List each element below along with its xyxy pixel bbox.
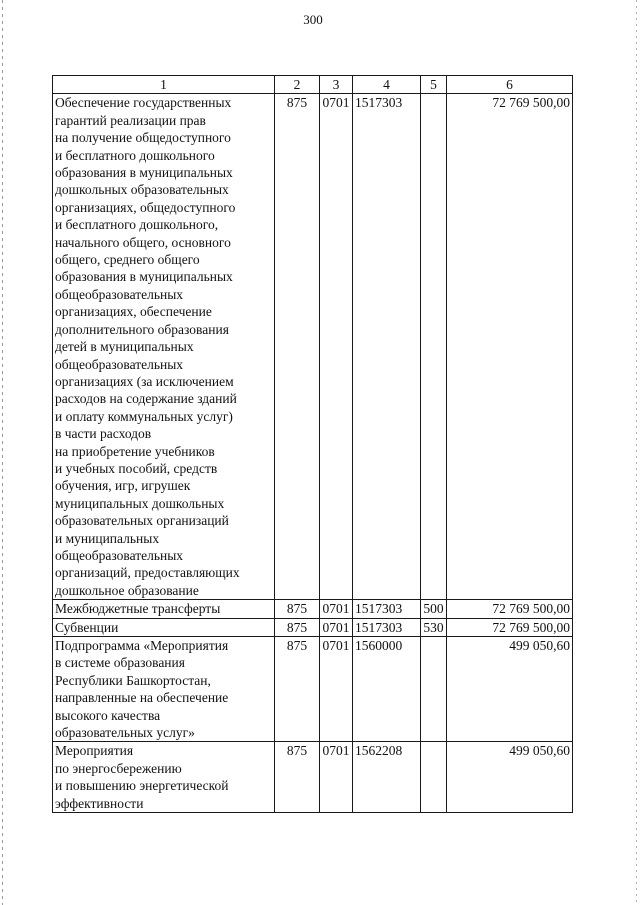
header-col-3: 3	[320, 76, 353, 94]
row-expense-type: 500	[421, 600, 447, 618]
table-row	[53, 637, 573, 742]
row-target-article: 1560000	[353, 637, 421, 742]
scan-edge-right	[636, 0, 637, 905]
row-target-article: 1517303	[353, 600, 421, 618]
page-number: 300	[303, 12, 323, 27]
table-row	[53, 618, 573, 636]
row-section-code: 0701	[320, 742, 353, 813]
table-row	[53, 94, 573, 600]
table-row	[53, 600, 573, 618]
row-amount: 72 769 500,00	[447, 600, 573, 618]
header-col-2: 2	[275, 76, 320, 94]
row-expense-type	[421, 94, 447, 600]
row-expense-type	[421, 742, 447, 813]
row-target-article: 1562208	[353, 742, 421, 813]
row-target-article: 1517303	[353, 618, 421, 636]
row-name: Субвенции	[53, 618, 275, 636]
row-ministry-code: 875	[275, 618, 320, 636]
row-amount: 72 769 500,00	[447, 94, 573, 600]
row-amount: 72 769 500,00	[447, 618, 573, 636]
row-name: Подпрограмма «Мероприятия в системе образования Республики Башкортостан, направленные на обеспечение высокого качества образовательных услуг»	[53, 637, 275, 742]
budget-table	[52, 75, 573, 813]
header-col-4: 4	[353, 76, 421, 94]
row-amount: 499 050,60	[447, 742, 573, 813]
row-name: Мероприятия по энергосбережению и повышению энергетической эффективности	[53, 742, 275, 813]
header-col-1: 1	[53, 76, 275, 94]
row-expense-type: 530	[421, 618, 447, 636]
row-section-code: 0701	[320, 600, 353, 618]
header-col-5: 5	[421, 76, 447, 94]
header-col-6: 6	[447, 76, 573, 94]
row-expense-type	[421, 637, 447, 742]
table-body	[53, 94, 573, 813]
row-name: Обеспечение государственных гарантий реализации прав на получение общедоступного и бесплатного дошкольного образования в муниципальных дошкольных образовательных организациях, общедоступного и бесплатного дошкольного, начального общего, основного общего, среднего общего образования в муниципальных общеобразовательных организациях, обеспечение дополнительного образования детей в муниципальных общеобразовательных организациях (за исключением расходов на содержание зданий и оплату коммунальных услуг) в части расходов на приобретение учебников и учебных пособий, средств обучения, игр, игрушек муниципальных дошкольных образовательных организаций и муниципальных общеобразовательных организаций, предоставляющих дошкольное образование	[53, 94, 275, 600]
row-section-code: 0701	[320, 94, 353, 600]
row-section-code: 0701	[320, 618, 353, 636]
row-ministry-code: 875	[275, 637, 320, 742]
row-ministry-code: 875	[275, 742, 320, 813]
scan-edge-left	[2, 0, 3, 905]
row-section-code: 0701	[320, 637, 353, 742]
row-ministry-code: 875	[275, 94, 320, 600]
table-row	[53, 742, 573, 813]
table-header	[53, 76, 573, 94]
header-row	[53, 76, 573, 94]
row-name: Межбюджетные трансферты	[53, 600, 275, 618]
row-amount: 499 050,60	[447, 637, 573, 742]
row-target-article: 1517303	[353, 94, 421, 600]
row-ministry-code: 875	[275, 600, 320, 618]
